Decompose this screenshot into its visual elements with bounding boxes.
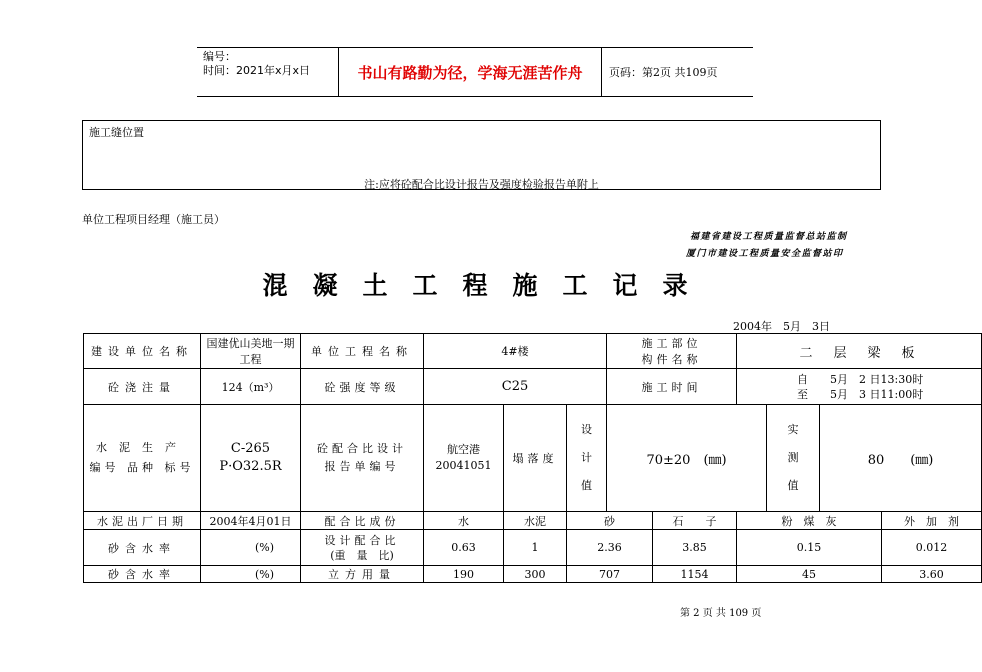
cell-value: 80 (㎜) [820, 405, 982, 512]
cell-value: 3.85 [653, 530, 737, 566]
time-label: 时间：2021年x月x日 [203, 64, 311, 77]
cell-label: 砼浇注量 [84, 369, 201, 405]
construction-record-table [83, 333, 982, 583]
cell-label: 配合比成份 [301, 512, 424, 530]
cell-value: 190 [424, 566, 504, 583]
stamp-line-2: 厦门市建设工程质量安全监督站印 [686, 249, 844, 259]
cell-value: 1 [504, 530, 567, 566]
cell-value: 二 层 梁 板 [737, 334, 982, 369]
joint-position-label: 施工缝位置 [89, 126, 144, 139]
cell-value: 4#楼 [424, 334, 607, 369]
cell-label: 塌落度 [504, 405, 567, 512]
document-header [197, 47, 753, 97]
cell-value: 2.36 [567, 530, 653, 566]
code-label: 编号： [203, 50, 236, 63]
cell-label: 施工部位 构件名称 [607, 334, 737, 369]
cell-label: 水泥生产 编号 品种 标号 [84, 405, 201, 512]
notes-box [82, 120, 881, 190]
cell-label: 实 测 值 [767, 405, 820, 512]
cell-header: 粉 煤 灰 [737, 512, 882, 530]
cell-value: C25 [424, 369, 607, 405]
cell-label: 水泥出厂日期 [84, 512, 201, 530]
cell-value: C-265 P·O32.5R [201, 405, 301, 512]
cell-value: 自 5月 2 日13:30时 至 5月 3 日11:00时 [737, 369, 982, 405]
cell-header: 外 加 剂 [882, 512, 982, 530]
cell-label: 建设单位名称 [84, 334, 201, 369]
record-date: 2004年 5月 3日 [733, 320, 830, 333]
table-row [84, 512, 982, 530]
stamp-line-1: 福建省建设工程质量监督总站监制 [690, 232, 848, 242]
table-row [84, 530, 982, 566]
cell-value: 3.60 [882, 566, 982, 583]
cell-value: 707 [567, 566, 653, 583]
cell-value: 2004年4月01日 [201, 512, 301, 530]
cell-label: 设计配合比 (重 量 比) [301, 530, 424, 566]
cell-label: 单位工程名称 [301, 334, 424, 369]
cell-label: 设 计 值 [567, 405, 607, 512]
cell-label: 砼配合比设计 报告单编号 [301, 405, 424, 512]
page-title: 混凝土工程施工记录 [262, 271, 713, 300]
cell-header: 水泥 [504, 512, 567, 530]
header-meta [197, 48, 339, 96]
cell-value: 0.012 [882, 530, 982, 566]
cell-value: (%) [201, 566, 301, 583]
project-manager-label: 单位工程项目经理（施工员） [82, 213, 225, 226]
table-row [84, 405, 982, 512]
cell-value: 45 [737, 566, 882, 583]
cell-value: 70±20 (㎜) [607, 405, 767, 512]
cell-value: 124（m³） [201, 369, 301, 405]
header-motto: 书山有路勤为径，学海无涯苦作舟 [339, 48, 602, 96]
cell-label: 砼强度等级 [301, 369, 424, 405]
cell-header: 水 [424, 512, 504, 530]
cell-value: 1154 [653, 566, 737, 583]
cell-value: 国建优山美地一期工程 [201, 334, 301, 369]
cell-label: 砂含水率 [84, 530, 201, 566]
cell-label: 施工时间 [607, 369, 737, 405]
cell-value: 航空港 20041051 [424, 405, 504, 512]
cell-label: 砂含水率 [84, 566, 201, 583]
page-footer: 第 2 页 共 109 页 [680, 608, 762, 619]
attachment-note: 注:应将砼配合比设计报告及强度检验报告单附上 [364, 178, 599, 191]
cell-value: (%) [201, 530, 301, 566]
cell-label: 立方用量 [301, 566, 424, 583]
table-row [84, 566, 982, 583]
cell-header: 砂 [567, 512, 653, 530]
cell-header: 石 子 [653, 512, 737, 530]
table-row [84, 334, 982, 369]
cell-value: 0.15 [737, 530, 882, 566]
cell-value: 0.63 [424, 530, 504, 566]
header-page-label: 页码：第2页 共109页 [609, 66, 718, 79]
table-row [84, 369, 982, 405]
cell-value: 300 [504, 566, 567, 583]
